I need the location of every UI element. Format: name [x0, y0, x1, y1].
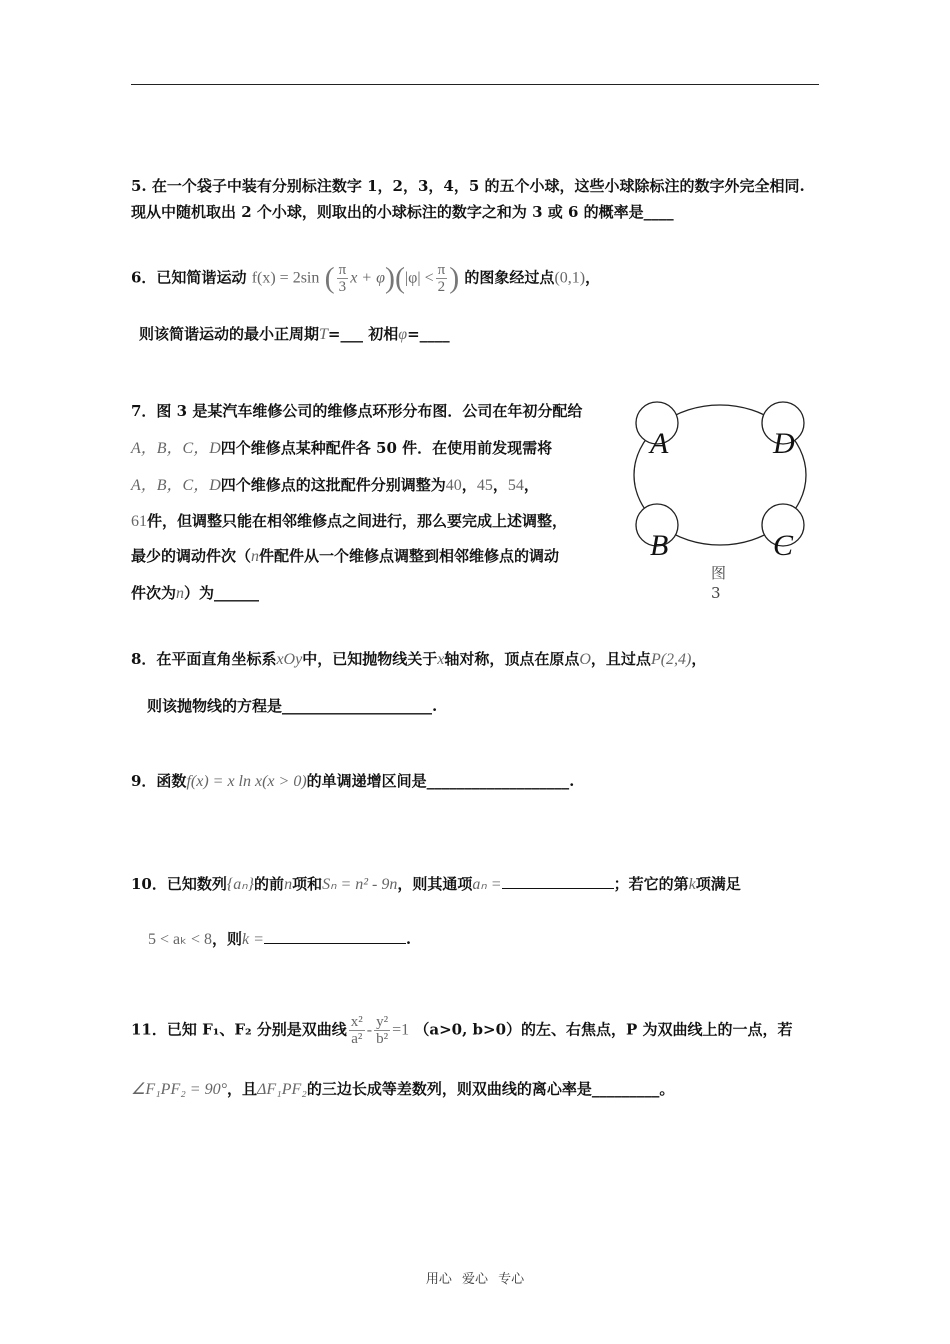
q6-line2-b: =___ 初相 — [327, 325, 399, 343]
q5-line1: 5. 在一个袋子中装有分别标注数字 1，2，3，4，5 的五个小球，这些小球除标注的数字外完全相同. — [131, 177, 805, 195]
q5-line2: 现从中随机取出 2 个小球，则取出的小球标注的数字之和为 3 或 6 的概率是____ — [131, 203, 674, 221]
q8-e: ， — [691, 650, 707, 668]
q7-line3-tail: 四个维修点的这批配件分别调整为 — [220, 476, 446, 494]
q8-a: 8．在平面直角坐标系 — [131, 650, 277, 668]
q7-line6 — [131, 582, 259, 605]
fig-caption-1: 图 — [711, 564, 727, 582]
q10-c: 项和 — [292, 875, 323, 893]
fig-caption-2: 3 — [711, 584, 721, 602]
q10-Sn: Sₙ = n² - 9n — [322, 876, 398, 893]
q6-line1: 6．已知简谐运动 f(x) = 2sin ( $\frac{\pi}{3}$ x + φ)(|φ| < $\frac{\pi}{2}$ ) 的图象经过点(0,1)， — [131, 261, 601, 295]
label-A: A — [650, 427, 669, 460]
q10-k: k — [688, 876, 696, 893]
q11-frac-y: $\frac{\text{y²}}{\text{b²}}$ — [376, 1014, 389, 1047]
q7-line6-b: ）为______ — [184, 584, 260, 602]
q7-line5-b: 件配件从一个维修点调整到相邻维修点的调动 — [259, 547, 560, 565]
q7-n54: 54 — [507, 477, 524, 494]
q10-seq: {aₙ} — [226, 876, 255, 893]
q6-frac-pi2: $\frac{\pi}{2}$ — [437, 262, 446, 295]
q10-line2 — [148, 928, 411, 951]
q6-arg: x + φ — [350, 269, 385, 287]
q11-angle: ∠F₁PF₂ = 90° — [131, 1081, 227, 1098]
q7-line4 — [131, 510, 567, 533]
q8-line1 — [131, 648, 706, 671]
q10-an: aₙ = — [472, 876, 502, 893]
q8-b: 中，已知抛物线关于 — [302, 650, 438, 668]
q7-line1: 7．图 3 是某汽车维修公司的维修点环形分布图．公司在年初分配给 — [131, 402, 583, 420]
q10-line1 — [131, 873, 741, 896]
q7-line4-tail: 件，但调整只能在相邻维修点之间进行，那么要完成上述调整， — [147, 512, 568, 530]
q7-line2 — [131, 437, 552, 460]
q6-T: T — [319, 326, 328, 343]
q8-O: O — [579, 651, 591, 668]
q6-cond: |φ| < — [404, 269, 434, 287]
q10-blank-1[interactable] — [502, 874, 614, 889]
q6-func: f(x) = 2sin — [251, 269, 320, 287]
q11-frac-x: $\frac{\text{x²}}{\text{a²}}$ — [350, 1014, 363, 1047]
q11-line1 — [131, 1014, 793, 1047]
q11-a: 11．已知 F₁、F₂ 分别是双曲线 — [131, 1020, 347, 1039]
q9-func: f(x) = x ln x(x > 0) — [186, 773, 307, 790]
q10-e: ；若它的第 — [613, 875, 689, 893]
q7-n45: 45 — [476, 477, 493, 494]
q6-line2-c: =____ — [407, 325, 450, 343]
q7-line5 — [131, 545, 559, 568]
q7-n40: 40 — [445, 477, 462, 494]
q6-frac-pi3: $\frac{\pi}{3}$ — [338, 262, 347, 295]
q7-line3: A，B，C，D四个维修点的这批配件分别调整为40，45，54， — [131, 476, 539, 494]
label-D: D — [773, 427, 795, 460]
q7-n-1: n — [251, 548, 260, 565]
q6-comma: ， — [585, 268, 601, 287]
q10-f: 项满足 — [695, 875, 741, 893]
q8-P: P(2,4) — [650, 651, 692, 668]
label-B: B — [650, 529, 669, 562]
q11-c: ，且 — [226, 1080, 257, 1098]
page-footer: 用心 爱心 专心 — [425, 1272, 525, 1287]
q7-line2-tail: 四个维修点某种配件各 50 件．在使用前发现需将 — [220, 439, 553, 457]
q11-eq1: =1 — [392, 1021, 410, 1039]
q11-line2 — [131, 1078, 674, 1101]
q11-b: （a>0, b>0）的左、右焦点，P 为双曲线上的一点，若 — [414, 1020, 793, 1039]
q10-h: . — [405, 930, 412, 948]
q10-k2: k = — [241, 931, 264, 948]
q7-pts-2: A，B，C，D — [131, 477, 221, 494]
q11-minus: - — [366, 1021, 373, 1039]
q7-line5-a: 最少的调动件次（ — [131, 547, 252, 565]
q6-line2 — [139, 323, 450, 346]
q8-c: 轴对称，顶点在原点 — [444, 650, 580, 668]
q10-g: ，则 — [211, 930, 242, 948]
q9-line — [131, 770, 574, 793]
q10-a: 10．已知数列 — [131, 875, 227, 893]
q6-point: (0,1) — [554, 269, 586, 287]
q6-prefix: 6．已知简谐运动 — [131, 268, 247, 287]
q6-phi: φ — [398, 326, 408, 343]
q7-n61: 61 — [131, 513, 147, 530]
q8-xOy: xOy — [276, 651, 303, 668]
q7-line6-a: 件次为 — [131, 584, 177, 602]
q10-n: n — [284, 876, 293, 893]
q8-line2: 则该抛物线的方程是____________________. — [147, 697, 438, 715]
q11-d: 的三边长成等差数列，则双曲线的离心率是_________。 — [306, 1080, 675, 1098]
q7-n-2: n — [176, 585, 185, 602]
q10-blank-2[interactable] — [264, 929, 406, 944]
q10-ineq: 5 < aₖ < 8 — [148, 931, 212, 948]
label-C: C — [773, 529, 794, 562]
q6-mid: 的图象经过点 — [464, 268, 555, 287]
q7-pts-1: A，B，C，D — [131, 440, 221, 457]
q9-a: 9．函数 — [131, 772, 187, 790]
q8-d: ，且过点 — [590, 650, 651, 668]
q6-line2-a: 则该简谐运动的最小正周期 — [139, 325, 320, 343]
q9-b: 的单调递增区间是___________________. — [306, 772, 575, 790]
q8-x: x — [437, 651, 445, 668]
header-rule — [131, 84, 819, 85]
q10-b: 的前 — [254, 875, 285, 893]
q11-tri: ΔF₁PF₂ — [257, 1081, 307, 1098]
q10-d: ，则其通项 — [397, 875, 473, 893]
